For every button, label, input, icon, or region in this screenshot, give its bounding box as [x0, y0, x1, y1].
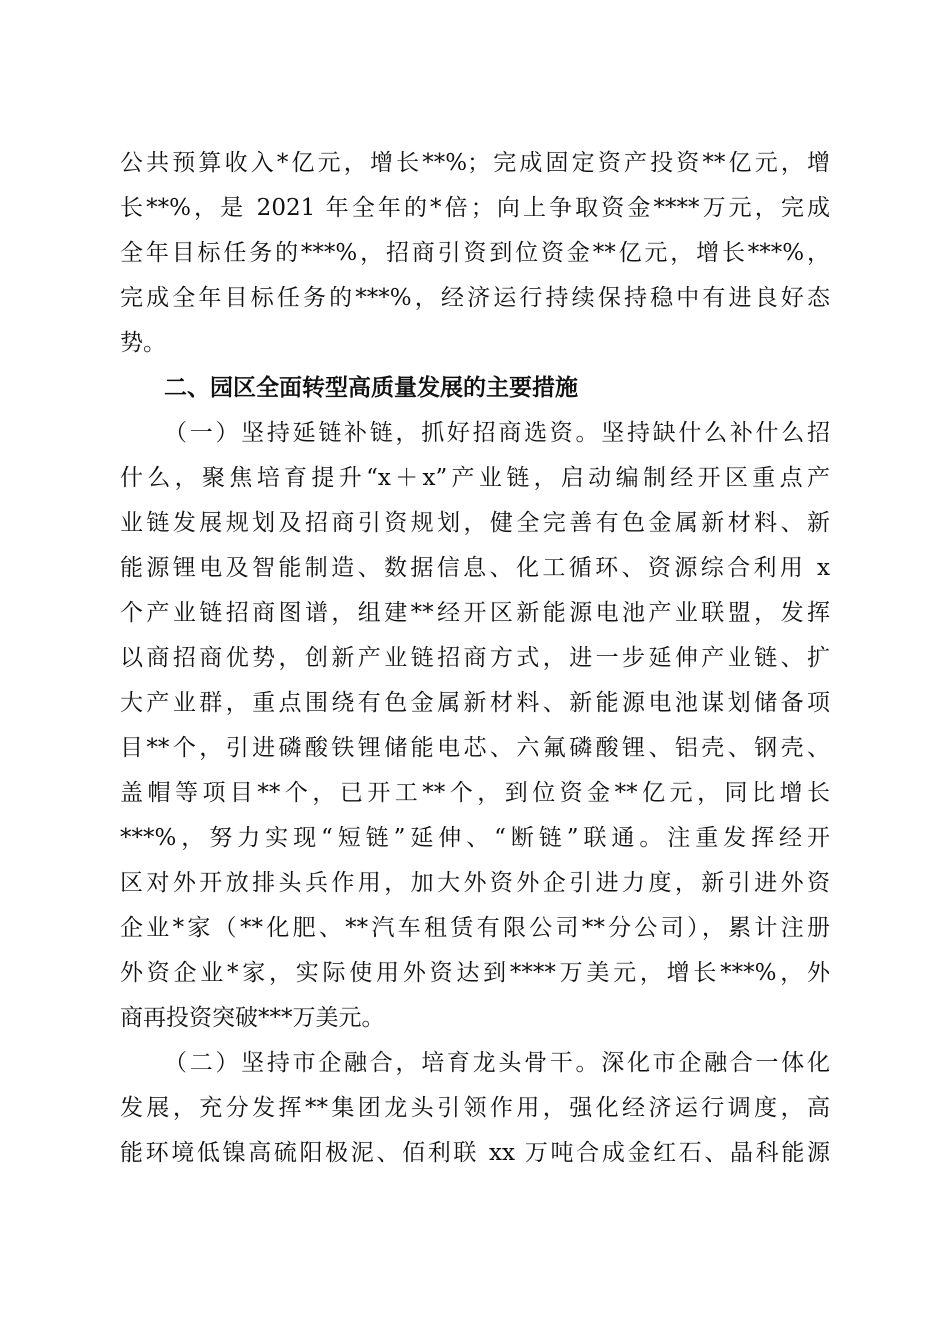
text-line: 能环境低镍高硫阳极泥、佰利联 xx 万吨合成金红石、晶科能源 — [120, 1140, 830, 1166]
text-line: 什么，聚焦培育提升“x＋x”产业链，启动编制经开区重点产 — [120, 465, 830, 491]
text-line: 盖帽等项目**个，已开工**个，到位资金**亿元，同比增长 — [120, 780, 830, 806]
text-line: 公共预算收入*亿元，增长**%；完成固定资产投资**亿元，增 — [120, 150, 830, 176]
text-line: 势。 — [120, 330, 166, 356]
text-line: 长**%，是 2021 年全年的*倍；向上争取资金****万元，完成 — [120, 195, 830, 221]
subsection-first-line: （一）坚持延链补链，抓好招商选资。坚持缺什么补什么招 — [164, 420, 830, 446]
text-line: 区对外开放排头兵作用，加大外资外企引进力度，新引进外资 — [120, 870, 830, 896]
text-line: 能源锂电及智能制造、数据信息、化工循环、资源综合利用 x — [120, 555, 830, 581]
text-line: 完成全年目标任务的***%，经济运行持续保持稳中有进良好态 — [120, 285, 830, 311]
text-line: 外资企业*家，实际使用外资达到****万美元，增长***%，外 — [120, 960, 830, 986]
text-line: 全年目标任务的***%，招商引资到位资金**亿元，增长***%， — [120, 240, 830, 266]
subsection-first-line: （二）坚持市企融合，培育龙头骨干。深化市企融合一体化 — [164, 1050, 830, 1076]
text-line: 发展，充分发挥**集团龙头引领作用，强化经济运行调度，高 — [120, 1095, 830, 1121]
text-line: ***%，努力实现“短链”延伸、“断链”联通。注重发挥经开 — [120, 825, 830, 851]
text-line: 目**个，引进磷酸铁锂储能电芯、六氟磷酸锂、铝壳、钢壳、 — [120, 735, 830, 761]
text-line: 大产业群，重点围绕有色金属新材料、新能源电池谋划储备项 — [120, 690, 830, 716]
text-line: 以商招商优势，创新产业链招商方式，进一步延伸产业链、扩 — [120, 645, 830, 671]
text-line: 商再投资突破***万美元。 — [120, 1005, 385, 1031]
text-line: 企业*家（**化肥、**汽车租赁有限公司**分公司），累计注册 — [120, 915, 830, 941]
text-line: 业链发展规划及招商引资规划，健全完善有色金属新材料、新 — [120, 510, 830, 536]
text-line: 个产业链招商图谱，组建**经开区新能源电池产业联盟，发挥 — [120, 600, 830, 626]
section-heading: 二、园区全面转型高质量发展的主要措施 — [164, 375, 578, 401]
